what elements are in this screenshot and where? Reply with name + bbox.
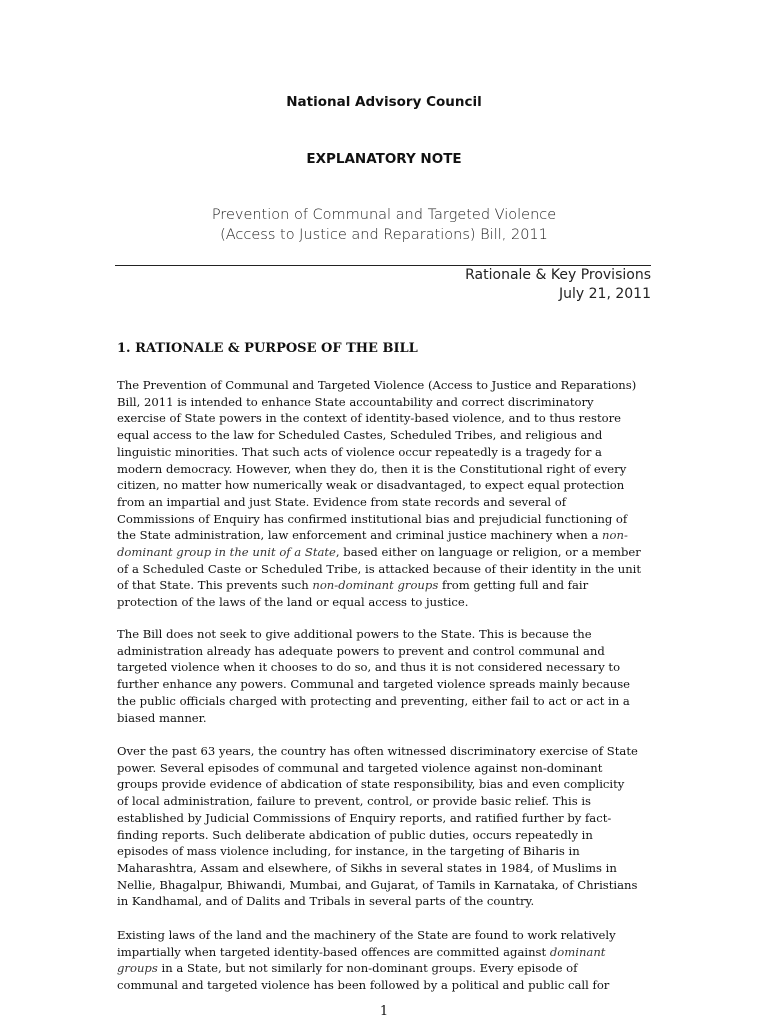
paragraph-2: [117, 626, 653, 726]
council-name: National Advisory Council: [286, 94, 482, 110]
line-text: in a State, but not similarly for non-dominant groups. Every episode of: [157, 961, 578, 976]
paragraph-line: linguistic minorities. That such acts of violence occur repeatedly is a tragedy for a: [117, 444, 602, 459]
paragraph-line: Commissions of Enquiry has confirmed institutional bias and prejudicial functioning of: [117, 511, 628, 526]
paragraph-1: [117, 377, 653, 611]
italic-term: non-dominant groups: [312, 578, 439, 593]
paragraph-line: [117, 527, 653, 544]
paragraph-line: exercise of State powers in the context of identity-based violence, and to thus restore: [117, 411, 622, 426]
italic-term: groups: [117, 961, 158, 976]
section-heading: 1. RATIONALE & PURPOSE OF THE BILL: [117, 341, 418, 356]
paragraph-line: the public officials charged with protecting and preventing, either fail to act or act in a: [117, 693, 630, 708]
italic-term: non-: [602, 528, 628, 543]
line-text: from getting full and fair: [438, 578, 589, 593]
paragraph-line: from an impartial and just State. Evidence from state records and several of: [117, 494, 567, 509]
italic-term: dominant: [549, 944, 606, 959]
paragraph-line: Maharashtra, Assam and elsewhere, of Sikhs in several states in 1984, of Muslims in: [117, 860, 617, 875]
paragraph-4: [117, 927, 653, 994]
paragraph-line: Nellie, Bhagalpur, Bhiwandi, Mumbai, and Gujarat, of Tamils in Karnataka, of Christians: [117, 877, 638, 892]
paragraph-line: groups provide evidence of abdication of state responsibility, bias and even complicity: [117, 777, 625, 792]
paragraph-line: communal and targeted violence has been followed by a political and public call for: [117, 978, 610, 993]
paragraph-line: [117, 960, 653, 977]
date: July 21, 2011: [559, 286, 651, 302]
italic-term: dominant group in the unit of a State: [117, 545, 336, 560]
paragraph-line: Over the past 63 years, the country has often witnessed discriminatory exercise of State: [117, 744, 638, 758]
paragraph-line: administration already has adequate powers to prevent and control communal and: [117, 643, 605, 658]
line-text: the State administration, law enforcement and criminal justice machinery when a: [117, 528, 599, 543]
paragraph-line: [117, 944, 653, 961]
paragraph-line: finding reports. Such deliberate abdication of public duties, occurs repeatedly in: [117, 827, 593, 842]
paragraph-line: established by Judicial Commissions of Enquiry reports, and ratified further by fact-: [117, 810, 612, 825]
paragraph-line: protection of the laws of the land or equal access to justice.: [117, 595, 469, 610]
line-text: impartially when targeted identity-based offences are committed against: [117, 944, 550, 959]
paragraph-line: targeted violence when it chooses to do so, and thus it is not considered necessary to: [117, 660, 621, 675]
paragraph-line: Existing laws of the land and the machinery of the State are found to work relatively: [117, 928, 616, 942]
paragraph-line: biased manner.: [117, 710, 207, 725]
line-text: , based either on language or religion, or a member: [335, 545, 641, 560]
paragraph-line: in Kandhamal, and of Dalits and Tribals in several parts of the country.: [117, 894, 535, 909]
page-number: 1: [379, 1004, 389, 1019]
paragraph-line: [117, 544, 653, 561]
paragraph-line: power. Several episodes of communal and targeted violence against non-dominant: [117, 760, 603, 775]
line-text: of that State. This prevents such: [117, 578, 313, 593]
paragraph-3: [117, 743, 653, 910]
paragraph-line: The Bill does not seek to give additional powers to the State. This is because the: [117, 627, 592, 641]
paragraph-line: modern democracy. However, when they do, then it is the Constitutional right of every: [117, 461, 627, 476]
paragraph-line: of a Scheduled Caste or Scheduled Tribe, is attacked because of their identity in the unit: [117, 561, 642, 576]
paragraph-line: citizen, no matter how numerically weak or disadvantaged, to expect equal protection: [117, 478, 625, 493]
bill-title-line-2: (Access to Justice and Reparations) Bill, 2011: [220, 227, 548, 243]
paragraph-line: further enhance any powers. Communal and targeted violence spreads mainly because: [117, 677, 631, 692]
header-divider: [115, 265, 651, 266]
subtitle: Rationale & Key Provisions: [465, 267, 651, 283]
paragraph-line: Bill, 2011 is intended to enhance State accountability and correct discriminatory: [117, 394, 594, 409]
paragraph-line: [117, 577, 653, 594]
bill-title-line-1: Prevention of Communal and Targeted Violence: [211, 207, 557, 223]
note-title: EXPLANATORY NOTE: [306, 151, 462, 167]
paragraph-line: equal access to the law for Scheduled Castes, Scheduled Tribes, and religious and: [117, 428, 603, 443]
paragraph-line: episodes of mass violence including, for instance, in the targeting of Biharis in: [117, 844, 580, 859]
paragraph-line: The Prevention of Communal and Targeted Violence (Access to Justice and Reparations): [117, 378, 637, 392]
paragraph-line: of local administration, failure to prevent, control, or provide basic relief. This is: [117, 794, 592, 809]
